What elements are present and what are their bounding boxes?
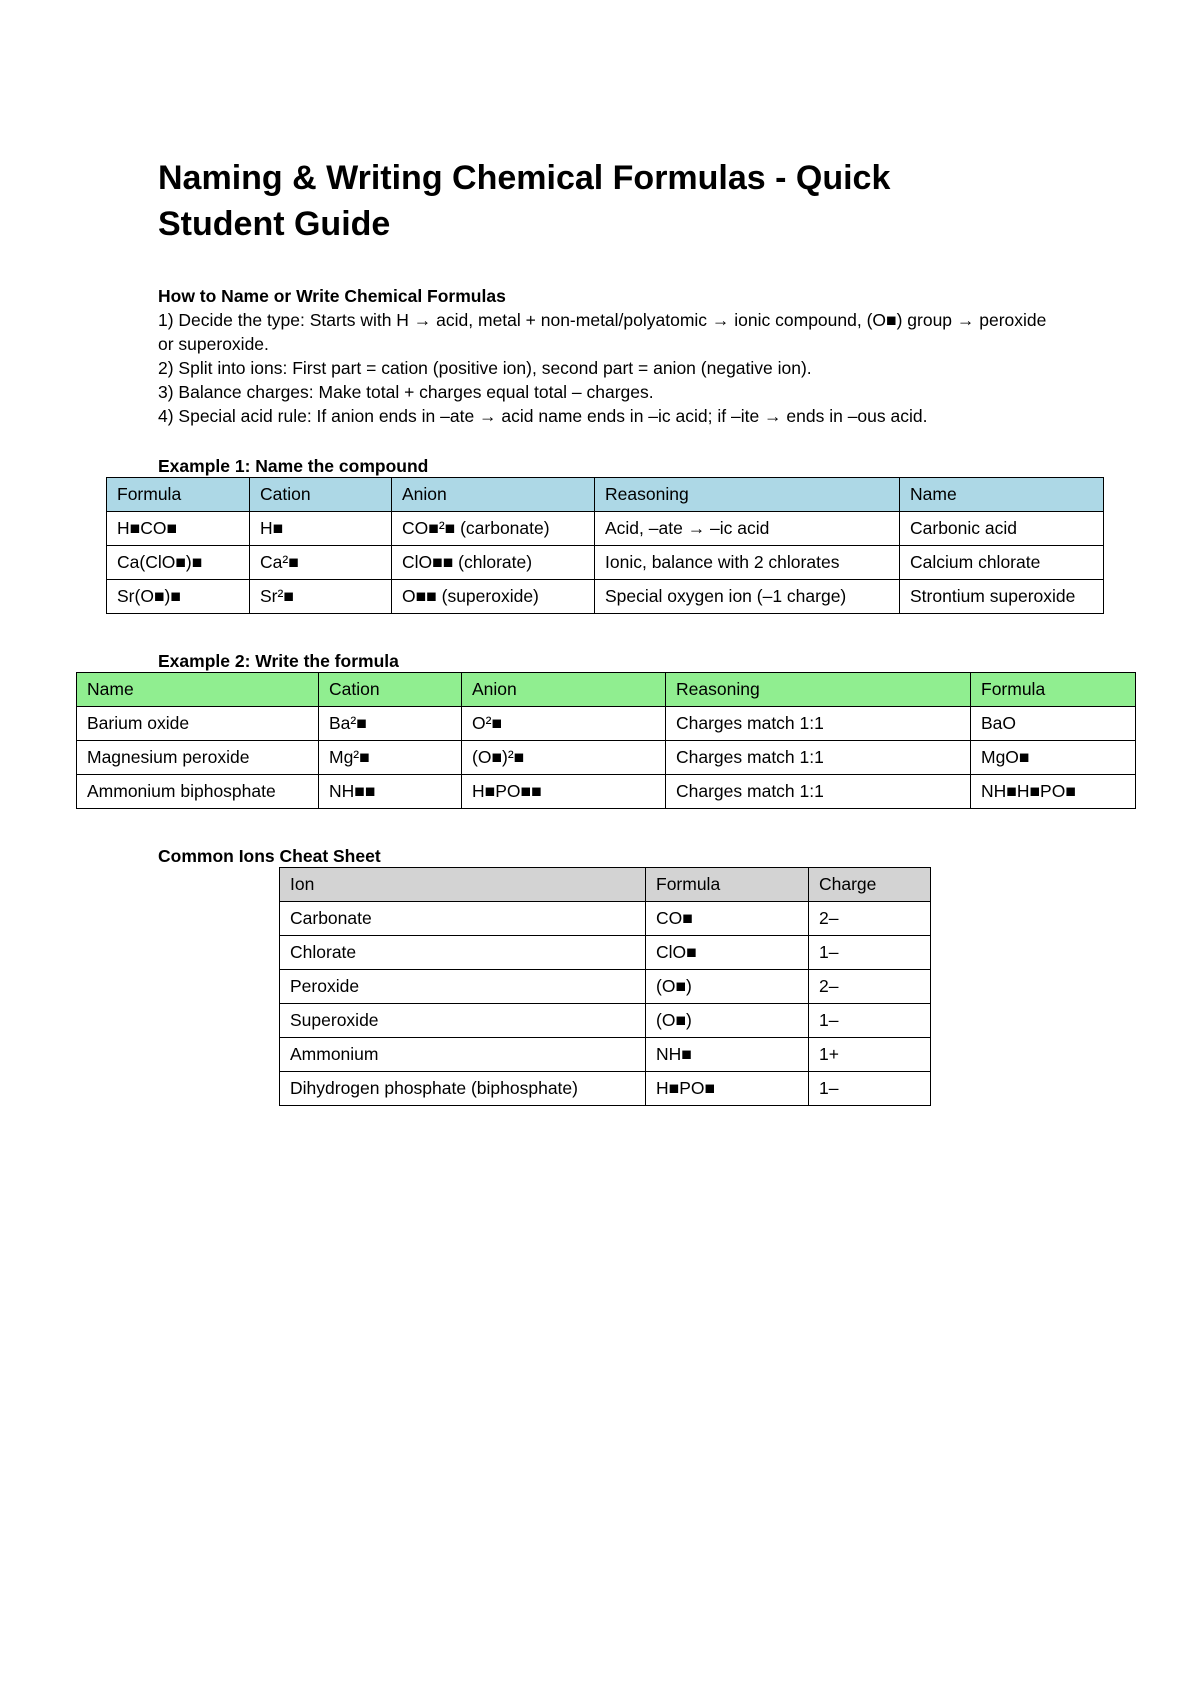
table-cell: NH■ (646, 1038, 809, 1072)
table-cell: H■PO■■ (462, 775, 666, 809)
table-cell: Chlorate (280, 936, 646, 970)
table-row (107, 580, 1104, 614)
table-cell: ClO■ (646, 936, 809, 970)
ions-heading: Common Ions Cheat Sheet (158, 846, 381, 866)
table-cell: Charges match 1:1 (666, 741, 971, 775)
table-cell: Carbonate (280, 902, 646, 936)
table-cell: Ammonium (280, 1038, 646, 1072)
ions-table (279, 867, 931, 1106)
table-row (77, 741, 1136, 775)
table-cell: CO■ (646, 902, 809, 936)
table-row (77, 707, 1136, 741)
instructions-section (158, 284, 1058, 428)
column-header: Cation (319, 673, 462, 707)
table-cell: 1– (809, 1004, 931, 1038)
table-cell: Special oxygen ion (–1 charge) (595, 580, 900, 614)
table-cell: Carbonic acid (900, 512, 1104, 546)
table-cell: Barium oxide (77, 707, 319, 741)
example1-table (106, 477, 1104, 614)
table-header-row (107, 478, 1104, 512)
column-header: Formula (107, 478, 250, 512)
page-title: Naming & Writing Chemical Formulas - Quick Student Guide (158, 159, 891, 243)
table-row (280, 1004, 931, 1038)
column-header: Anion (392, 478, 595, 512)
table-cell: O²■ (462, 707, 666, 741)
table-row (280, 970, 931, 1004)
table-row (280, 1038, 931, 1072)
example2-table (76, 672, 1136, 809)
column-header: Reasoning (666, 673, 971, 707)
table-cell: Sr(O■)■ (107, 580, 250, 614)
table-cell: CO■²■ (carbonate) (392, 512, 595, 546)
column-header: Charge (809, 868, 931, 902)
table-row (107, 546, 1104, 580)
table-cell: Sr²■ (250, 580, 392, 614)
example1-heading: Example 1: Name the compound (158, 456, 429, 476)
table-cell: NH■H■PO■ (971, 775, 1136, 809)
table-cell: (O■) (646, 970, 809, 1004)
column-header: Anion (462, 673, 666, 707)
table-cell: ClO■■ (chlorate) (392, 546, 595, 580)
table-cell: Ca(ClO■)■ (107, 546, 250, 580)
table-cell: Ammonium biphosphate (77, 775, 319, 809)
column-header: Name (900, 478, 1104, 512)
table-row (280, 902, 931, 936)
column-header: Formula (646, 868, 809, 902)
table-cell: BaO (971, 707, 1136, 741)
instruction-step: 2) Split into ions: First part = cation (positive ion), second part = anion (negative ion). (158, 358, 812, 378)
table-row (280, 1072, 931, 1106)
column-header: Cation (250, 478, 392, 512)
table-cell: H■ (250, 512, 392, 546)
instruction-step: 1) Decide the type: Starts with H → acid, metal + non-metal/polyatomic → ionic compound, (O■) group → peroxide or superoxide. (158, 310, 1047, 354)
table-cell: H■CO■ (107, 512, 250, 546)
table-row (280, 936, 931, 970)
instruction-step: 3) Balance charges: Make total + charges equal total – charges. (158, 382, 654, 402)
instruction-step: 4) Special acid rule: If anion ends in –ate → acid name ends in –ic acid; if –ite → ends in –ous acid. (158, 406, 928, 426)
table-cell: Superoxide (280, 1004, 646, 1038)
table-cell: Ca²■ (250, 546, 392, 580)
table-cell: 2– (809, 902, 931, 936)
table-cell: MgO■ (971, 741, 1136, 775)
table-cell: 1+ (809, 1038, 931, 1072)
table-cell: Charges match 1:1 (666, 775, 971, 809)
table-cell: Magnesium peroxide (77, 741, 319, 775)
table-cell: 1– (809, 936, 931, 970)
table-row (107, 512, 1104, 546)
instructions-heading: How to Name or Write Chemical Formulas (158, 286, 506, 306)
table-cell: (O■)²■ (462, 741, 666, 775)
table-cell: Peroxide (280, 970, 646, 1004)
table-cell: Charges match 1:1 (666, 707, 971, 741)
table-cell: NH■■ (319, 775, 462, 809)
table-cell: 2– (809, 970, 931, 1004)
table-row (77, 775, 1136, 809)
example2-heading: Example 2: Write the formula (158, 651, 399, 671)
table-cell: O■■ (superoxide) (392, 580, 595, 614)
table-cell: 1– (809, 1072, 931, 1106)
table-header-row (280, 868, 931, 902)
table-cell: Strontium superoxide (900, 580, 1104, 614)
column-header: Reasoning (595, 478, 900, 512)
table-cell: Ba²■ (319, 707, 462, 741)
table-cell: Calcium chlorate (900, 546, 1104, 580)
table-cell: H■PO■ (646, 1072, 809, 1106)
table-cell: Dihydrogen phosphate (biphosphate) (280, 1072, 646, 1106)
table-cell: Mg²■ (319, 741, 462, 775)
column-header: Formula (971, 673, 1136, 707)
table-cell: (O■) (646, 1004, 809, 1038)
column-header: Ion (280, 868, 646, 902)
table-cell: Acid, –ate → –ic acid (595, 512, 900, 546)
table-header-row (77, 673, 1136, 707)
column-header: Name (77, 673, 319, 707)
table-cell: Ionic, balance with 2 chlorates (595, 546, 900, 580)
